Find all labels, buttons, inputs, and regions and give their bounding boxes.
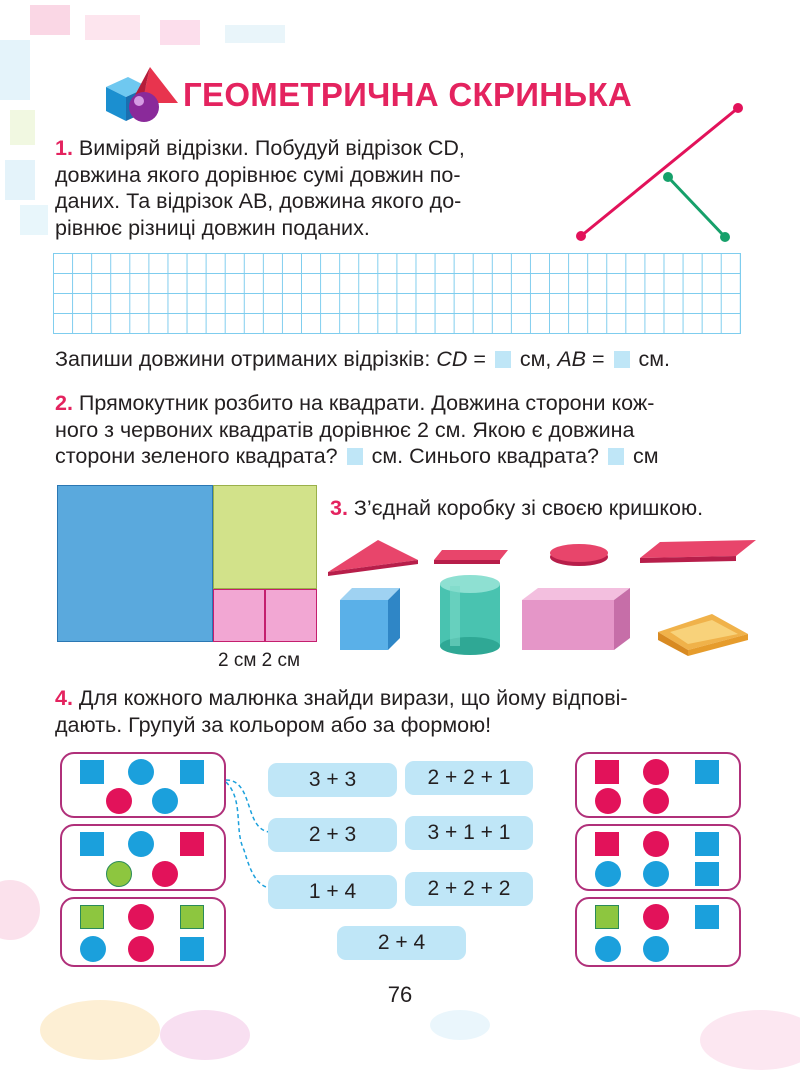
task4-line-1	[55, 685, 628, 712]
square-rectangle	[57, 485, 317, 642]
rectangular-box[interactable]	[522, 588, 630, 650]
ab-unit: см.	[632, 347, 671, 371]
geometric-shapes-icon	[98, 63, 180, 125]
blue-unit: см	[626, 444, 659, 468]
blue-square-icon	[695, 905, 719, 929]
task3-label: З’єднай коробку зі своєю кришкою.	[353, 496, 704, 520]
task2-number: 2.	[55, 391, 73, 415]
red-circle-icon	[643, 904, 669, 930]
decor-square	[30, 5, 70, 35]
blue-square	[57, 485, 213, 642]
page-number: 76	[387, 982, 413, 1007]
cd-answer-box[interactable]	[495, 351, 511, 368]
green-answer-box[interactable]	[347, 448, 363, 465]
task2-line-2: ного з червоних квадратів дорівнює 2 см. Якою є довжина	[55, 417, 635, 442]
expression-pill[interactable]: 2 + 4	[337, 926, 466, 960]
blue-circle-icon	[643, 936, 669, 962]
ab-label: AB	[557, 347, 587, 371]
eq-sign: =	[586, 347, 611, 371]
task3-text	[330, 495, 703, 522]
page-title: ГЕОМЕТРИЧНА СКРИНЬКА	[183, 76, 633, 113]
red-circle-icon	[128, 904, 154, 930]
blue-square-icon	[80, 760, 104, 784]
cube-box[interactable]	[340, 588, 400, 650]
blue-circle-icon	[128, 831, 154, 857]
decor-square	[0, 40, 30, 100]
decor-square	[10, 110, 35, 145]
task1-answer	[55, 346, 670, 373]
cylinder-box[interactable]	[440, 575, 500, 655]
red-square	[265, 589, 317, 642]
decor-square	[160, 20, 200, 45]
square-caption: 2 см 2 см	[218, 650, 301, 671]
blue-square-icon	[695, 862, 719, 886]
blue-answer-box[interactable]	[608, 448, 624, 465]
decor-bubble	[0, 880, 40, 940]
red-circle-icon	[152, 861, 178, 887]
decor-bubble	[700, 1010, 800, 1070]
left-group-2[interactable]	[60, 824, 226, 891]
eq-sign: =	[467, 347, 492, 371]
red-circle-icon	[643, 831, 669, 857]
blue-circle-icon	[595, 861, 621, 887]
blue-square-icon	[80, 832, 104, 856]
decor-square	[5, 160, 35, 200]
green-square	[213, 485, 317, 589]
answer-prefix: Запиши довжини отриманих відрізків:	[55, 347, 437, 371]
blue-circle-icon	[128, 759, 154, 785]
task1-line-2: довжина якого дорівнює сумі довжин по-	[55, 162, 461, 187]
green-segment	[668, 177, 725, 237]
blue-circle-icon	[643, 861, 669, 887]
blue-square-icon	[695, 760, 719, 784]
green-circle-icon	[106, 861, 132, 887]
blue-square-icon	[180, 760, 204, 784]
left-group-3[interactable]	[60, 897, 226, 967]
blue-square-icon	[180, 937, 204, 961]
right-group-1[interactable]	[575, 752, 741, 818]
red-square-icon	[180, 832, 204, 856]
task2-line-1	[55, 390, 659, 417]
long-rect-lid[interactable]	[640, 540, 756, 563]
small-rect-lid[interactable]	[434, 550, 508, 564]
task2-line-text: Прямокутник розбито на квадрати. Довжина сторони кож-	[78, 391, 655, 415]
expression-pill[interactable]: 2 + 2 + 2	[405, 872, 533, 906]
ab-answer-box[interactable]	[614, 351, 630, 368]
task1-number: 1.	[55, 136, 73, 160]
red-circle-icon	[643, 759, 669, 785]
green-square-icon	[595, 905, 619, 929]
red-circle-icon	[595, 788, 621, 814]
red-circle-icon	[128, 936, 154, 962]
task3-number: 3.	[330, 496, 348, 520]
decor-bubble	[40, 1000, 160, 1060]
task1-line-3: даних. Та відрізок AB, довжина якого до-	[55, 189, 462, 213]
red-square-icon	[595, 760, 619, 784]
decor-bubble	[160, 1010, 250, 1060]
task4-text	[55, 685, 628, 738]
task2-text	[55, 390, 659, 470]
expression-pill[interactable]: 1 + 4	[268, 875, 397, 909]
blue-circle-icon	[152, 788, 178, 814]
decor-square	[20, 205, 48, 235]
task1-line-text: Виміряй відрізки. Побудуй відрізок CD,	[78, 136, 465, 160]
green-square-icon	[180, 905, 204, 929]
blue-square-icon	[695, 832, 719, 856]
expression-pill[interactable]: 2 + 2 + 1	[405, 761, 533, 795]
task2-line-3	[55, 443, 659, 470]
task4-line-2: дають. Групуй за кольором або за формою!	[55, 712, 492, 737]
decor-square	[85, 15, 140, 40]
red-circle-icon	[643, 788, 669, 814]
decor-square	[225, 25, 285, 43]
green-square-icon	[80, 905, 104, 929]
circle-lid[interactable]	[550, 544, 608, 566]
task4-line-text: Для кожного малюнка знайди вирази, що йому відпові-	[78, 686, 628, 710]
right-group-3[interactable]	[575, 897, 741, 967]
task1-line-1	[55, 135, 465, 162]
task4-number: 4.	[55, 686, 73, 710]
boxes-row	[330, 570, 760, 660]
cd-label: CD	[436, 347, 468, 371]
cd-unit: см,	[513, 347, 558, 371]
expression-pill[interactable]: 3 + 3	[268, 763, 397, 797]
blue-circle-icon	[595, 936, 621, 962]
task1-line-4: рівнює різниці довжин поданих.	[55, 215, 370, 240]
triangular-box[interactable]	[658, 614, 748, 656]
decor-bubble	[430, 1010, 490, 1040]
expression-pill[interactable]: 2 + 3	[268, 818, 397, 852]
left-group-1[interactable]	[60, 752, 226, 818]
task1-text	[55, 135, 465, 241]
red-segment	[581, 108, 738, 236]
drawing-grid[interactable]	[53, 253, 741, 334]
segments-figure	[570, 100, 750, 250]
green-unit: см. Синього квадрата?	[365, 444, 599, 468]
task2-question: сторони зеленого квадрата?	[55, 444, 338, 468]
red-square-icon	[595, 832, 619, 856]
red-square	[213, 589, 265, 642]
blue-circle-icon	[80, 936, 106, 962]
expression-pill[interactable]: 3 + 1 + 1	[405, 816, 533, 850]
red-circle-icon	[106, 788, 132, 814]
right-group-2[interactable]	[575, 824, 741, 891]
